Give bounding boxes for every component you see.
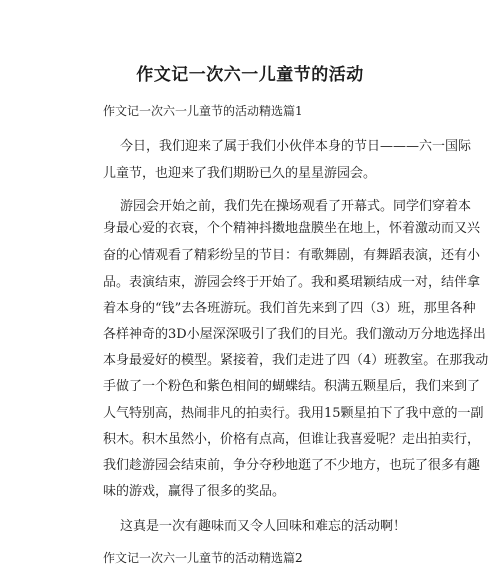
paragraph-2-line-11: 我们趁游园会结束前，争分夺秒地逛了不少地方，也玩了很多有趣 [103, 458, 481, 473]
paragraph-2-line-1: 游园会开始之前，我们先在操场观看了开幕式。同学们穿着本 [120, 199, 472, 214]
paragraph-3-line-1: 这真是一次有趣味而又令人回味和难忘的活动啊！ [120, 519, 407, 534]
paragraph-2-line-6: 各样神奇的3D小屋深深吸引了我们的目光。我们激动万分地选择出 [103, 327, 486, 342]
paragraph-2-line-5: 着本身的“钱”去各班游玩。我们首先来到了四（3）班，那里各种 [103, 301, 476, 316]
section-heading-1: 作文记一次六一儿童节的活动精选篇1 [103, 104, 303, 118]
document-title: 作文记一次六一儿童节的活动 [136, 65, 364, 85]
section-heading-2: 作文记一次六一儿童节的活动精选篇2 [103, 551, 303, 565]
paragraph-2-line-12: 味的游戏，赢得了很多的奖品。 [103, 484, 286, 499]
paragraph-2-line-8: 手做了一个粉色和紫色相间的蝴蝶结。积满五颗星后，我们来到了 [103, 379, 481, 394]
paragraph-2-line-9: 人气特别高，热闹非凡的拍卖行。我用15颗星拍下了我中意的一副 [103, 406, 484, 421]
paragraph-2-line-4: 品。表演结束，游园会终于开始了。我和奚珺颖结成一对，结伴拿 [103, 275, 481, 290]
paragraph-1-line-1: 今日，我们迎来了属于我们小伙伴本身的节日———六一国际 [120, 139, 472, 154]
paragraph-2-line-7: 本身最爱好的模型。紧接着，我们走进了四（4）班教室。在那我动 [103, 353, 489, 368]
paragraph-2-line-3: 奋的心情观看了精彩纷呈的节目：有歌舞剧，有舞蹈表演，还有小 [103, 248, 481, 263]
paragraph-2-line-10: 积木。积木虽然小，价格有点高，但谁让我喜爱呢？走出拍卖行， [103, 432, 481, 447]
paragraph-1-line-2: 儿童节，也迎来了我们期盼已久的星星游园会。 [103, 166, 377, 181]
paragraph-2-line-2: 身最心爱的衣衰，个个精神抖擞地盘膜坐在地上，怀着激动而又兴 [103, 221, 481, 236]
